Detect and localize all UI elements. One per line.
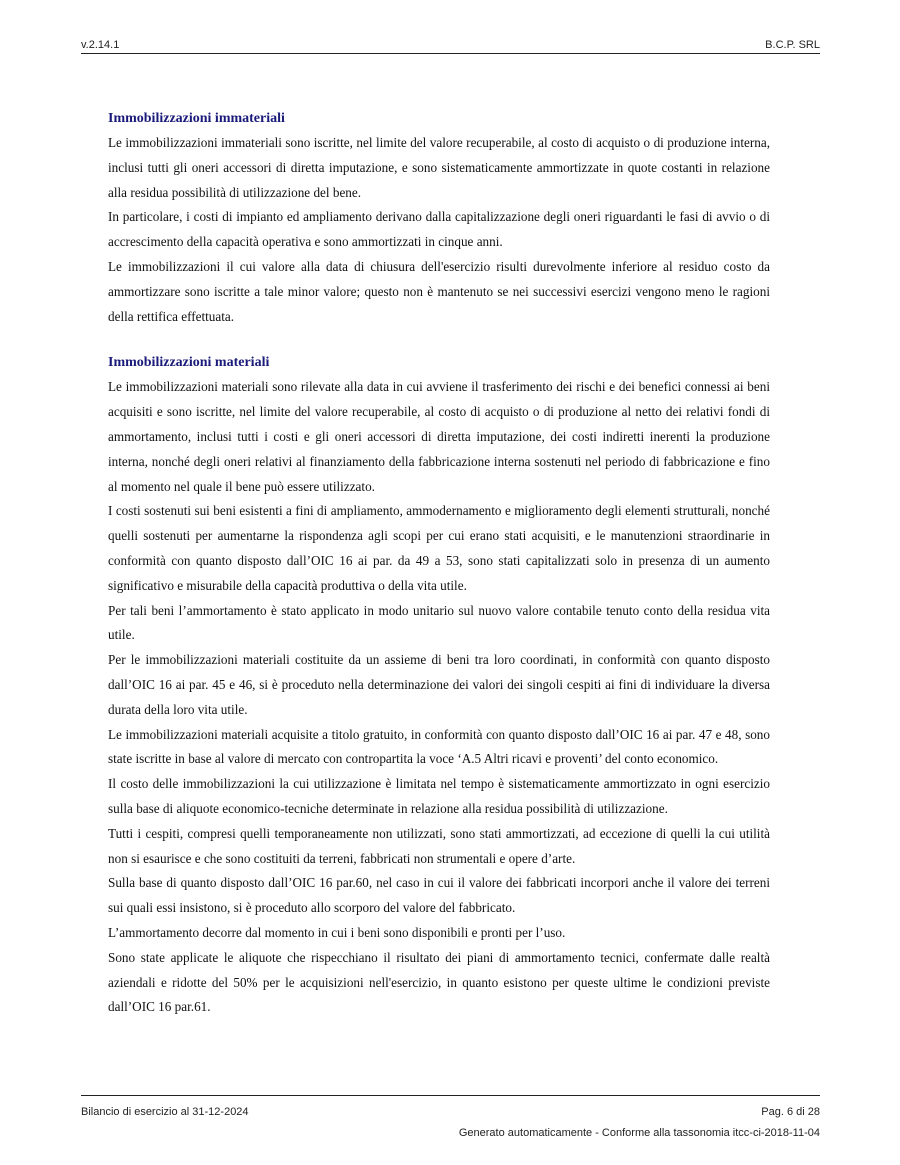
paragraph: Tutti i cespiti, compresi quelli temporaneamente non utilizzati, sono stati ammortizzati, ad eccezione di quelli la cui utilità non si esaurisce e che sono costituiti da terreni, fabbricati non strumentali e opere d’arte.	[108, 825, 770, 866]
footer-page-number: Pag. 6 di 28	[761, 1106, 820, 1118]
footer-doc-title: Bilancio di esercizio al 31-12-2024	[81, 1106, 249, 1118]
paragraph: L’ammortamento decorre dal momento in cui i beni sono disponibili e pronti per l’uso.	[108, 924, 566, 940]
version-label: v.2.14.1	[81, 39, 120, 51]
paragraph: Sulla base di quanto disposto dall’OIC 16 par.60, nel caso in cui il valore dei fabbricati incorpori anche il valore dei terreni sui quali essi insistono, si è proceduto allo scorporo del valore del fabbricato.	[108, 875, 770, 916]
paragraph: Per tali beni l’ammortamento è stato applicato in modo unitario sul nuovo valore contabile tenuto conto della residua vita utile.	[108, 602, 770, 643]
section-title: Immobilizzazioni materiali	[108, 355, 270, 371]
paragraph: Sono state applicate le aliquote che rispecchiano il risultato dei piani di ammortamento tecnici, confermate dalle realtà aziendali e ridotte del 50% per le acquisizioni nell'esercizio, in quanto esistono per queste ultime le condizioni previste dall’OIC 16 par.61.	[108, 949, 770, 1015]
paragraph: Le immobilizzazioni materiali sono rilevate alla data in cui avviene il trasferimento dei rischi e dei benefici connessi ai beni acquisiti e sono iscritte, nel limite del valore recuperabile, al costo di acquisto o di produzione al netto dei relativi fondi di ammortamento, inclusi tutti i costi e gli oneri accessori di diretta imputazione, dei costi indiretti inerenti la produzione interna, nonché degli oneri relativi al finanziamento della fabbricazione interna sostenuti nel periodo di fabbricazione e fino al momento nel quale il bene può essere utilizzato.	[108, 379, 770, 494]
paragraph: Per le immobilizzazioni materiali costituite da un assieme di beni tra loro coordinati, in conformità con quanto disposto dall’OIC 16 ai par. 45 e 46, si è proceduto nella determinazione dei valori dei singoli cespiti ai fini di individuare la diversa durata della loro vita utile.	[108, 652, 770, 717]
section-immateriali	[108, 107, 770, 329]
company-name: B.C.P. SRL	[765, 39, 820, 51]
paragraph: I costi sostenuti sui beni esistenti a fini di ampliamento, ammodernamento e miglioramento degli elementi strutturali, nonché quelli sostenuti per aumentarne la rispondenza agli scopi per cui erano stati acquisiti, e le manutenzioni straordinarie in conformità con quanto disposto dall’OIC 16 ai par. da 49 a 53, sono stati capitalizzati solo in presenza di un aumento significativo e misurabile della capacità produttiva o della vita utile.	[108, 503, 770, 593]
paragraph: Le immobilizzazioni immateriali sono iscritte, nel limite del valore recuperabile, al costo di acquisto o di produzione interna, inclusi tutti gli oneri accessori di diretta imputazione, e sono sistematicamente ammortizzate in quote costanti in relazione alla residua possibilità di utilizzazione del bene.	[108, 135, 770, 200]
footer-generated-note: Generato automaticamente - Conforme alla tassonomia itcc-ci-2018-11-04	[458, 1127, 820, 1139]
page-header	[81, 36, 820, 54]
paragraph: Le immobilizzazioni materiali acquisite a titolo gratuito, in conformità con quanto disposto dall’OIC 16 ai par. 47 e 48, sono state iscritte in base al valore di mercato con contropartita la voce ‘A.5 Altri ricavi e proventi’ del conto economico.	[108, 726, 770, 767]
section-title: Immobilizzazioni immateriali	[108, 111, 285, 126]
paragraph: Il costo delle immobilizzazioni la cui utilizzazione è limitata nel tempo è sistematicamente ammortizzato in ogni esercizio sulla base di aliquote economico-tecniche determinate in relazione alla residua possibilità di utilizzazione.	[108, 776, 770, 816]
document-body	[108, 107, 770, 1020]
footer-divider	[81, 1095, 820, 1096]
paragraph: In particolare, i costi di impianto ed ampliamento derivano dalla capitalizzazione degli oneri riguardanti le fasi di avvio o di accrescimento della capacità operativa e sono ammortizzati in cinque anni.	[108, 209, 770, 250]
paragraph: Le immobilizzazioni il cui valore alla data di chiusura dell'esercizio risulti durevolmente inferiore al residuo costo da ammortizzare sono iscritte a tale minor valore; questo non è mantenuto se nei successivi esercizi vengono meno le ragioni della rettifica effettuata.	[108, 258, 770, 324]
section-materiali	[108, 351, 770, 1020]
header-divider	[81, 53, 820, 54]
